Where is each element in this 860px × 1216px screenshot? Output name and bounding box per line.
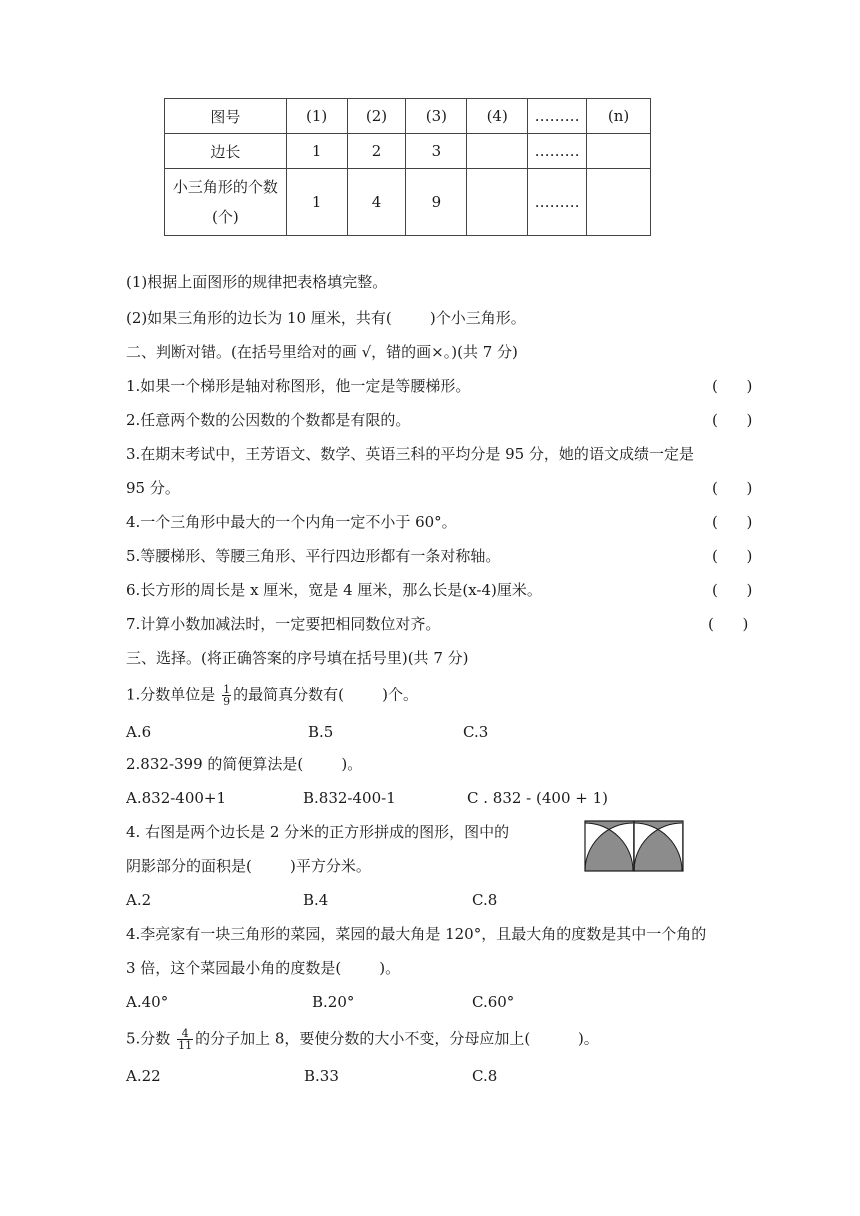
option-b: B.5 [308, 723, 334, 741]
fraction-numerator: 4 [177, 1028, 193, 1040]
q1-suffix: 的最简真分数有( )个。 [233, 685, 418, 704]
answer-paren[interactable]: ( ) [712, 411, 753, 429]
part3-question-4-line2: 3 倍，这个菜园最小角的度数是( )。 [126, 959, 401, 977]
fraction [177, 1028, 193, 1051]
part2-item-3: 3.在期末考试中，王芳语文、数学、英语三科的平均分是 95 分，她的语文成绩一定是 [126, 445, 694, 463]
part3-question-4-line1: 4.李亮家有一块三角形的菜园，菜园的最大角是 120°，且最大角的度数是其中一个角的 [126, 925, 707, 943]
part3-question-3-line1: 4. 右图是两个边长是 2 分米的正方形拼成的图形，图中的 [126, 823, 510, 841]
option-a: A.22 [126, 1067, 161, 1085]
part2-item-5: 5.等腰梯形、等腰三角形、平行四边形都有一条对称轴。 [126, 547, 501, 565]
count-label-line1: 小三角形的个数 [172, 178, 278, 196]
table-cell: (2) [347, 99, 406, 134]
part3-question-3-line2: 阴影部分的面积是( )平方分米。 [126, 857, 371, 875]
option-c: C.3 [463, 723, 489, 741]
table-cell: 1 [286, 134, 347, 169]
table-cell: (3) [406, 99, 467, 134]
table-cell: ……… [528, 134, 587, 169]
table-cell-blank[interactable] [587, 169, 651, 236]
table-row-side [165, 134, 651, 169]
part1-question-2: (2)如果三角形的边长为 10 厘米，共有( )个小三角形。 [126, 309, 526, 327]
table-cell: 1 [286, 169, 347, 236]
answer-paren[interactable]: ( ) [712, 581, 753, 599]
fraction-denominator: 9 [223, 695, 231, 708]
table-cell-blank[interactable] [467, 169, 528, 236]
table-cell: 9 [406, 169, 467, 236]
part2-item-1: 1.如果一个梯形是轴对称图形，他一定是等腰梯形。 [126, 377, 471, 395]
table-cell-blank[interactable] [587, 134, 651, 169]
q5-suffix: 的分子加上 8，要使分数的大小不变，分母应加上( )。 [195, 1029, 599, 1048]
part3-question-2: 2.832-399 的简便算法是( )。 [126, 755, 363, 773]
part2-item-7: 7.计算小数加减法时，一定要把相同数位对齐。 [126, 615, 441, 633]
fraction-numerator: 1 [223, 683, 231, 696]
fraction [222, 684, 231, 707]
table-cell: (4) [467, 99, 528, 134]
part2-item-4: 4.一个三角形中最大的一个内角一定不小于 60°。 [126, 513, 457, 531]
option-c: C.60° [472, 993, 515, 1011]
table-cell: 2 [347, 134, 406, 169]
part1-question-1: (1)根据上面图形的规律把表格填完整。 [126, 273, 388, 291]
option-b: B.20° [312, 993, 355, 1011]
table-cell: 图号 [165, 99, 287, 134]
option-b: B.4 [303, 891, 329, 909]
option-a: A.2 [126, 891, 152, 909]
answer-paren[interactable]: ( ) [712, 513, 753, 531]
table-cell: 3 [406, 134, 467, 169]
part2-item-3-cont: 95 分。 [126, 479, 180, 497]
part3-question-5 [126, 1028, 599, 1051]
option-a: A.6 [126, 723, 152, 741]
table-cell-blank[interactable] [467, 134, 528, 169]
table-cell: 边长 [165, 134, 287, 169]
answer-paren[interactable]: ( ) [712, 479, 753, 497]
pattern-table [164, 98, 651, 236]
table-cell: ……… [528, 99, 587, 134]
table-cell: 4 [347, 169, 406, 236]
table-row-count [165, 169, 651, 236]
option-c: C.8 [472, 1067, 498, 1085]
q5-prefix: 5.分数 [126, 1029, 171, 1048]
part2-title: 二、判断对错。(在括号里给对的画 √，错的画×。)(共 7 分) [126, 343, 518, 361]
answer-paren[interactable]: ( ) [708, 615, 749, 633]
two-squares-shaded-figure [584, 820, 684, 872]
answer-paren[interactable]: ( ) [712, 377, 753, 395]
part2-item-6: 6.长方形的周长是 x 厘米，宽是 4 厘米，那么长是(x-4)厘米。 [126, 581, 542, 599]
option-c: C.8 [472, 891, 498, 909]
option-a: A.832-400+1 [126, 789, 227, 807]
count-label-line2: (个) [211, 208, 239, 226]
option-a: A.40° [126, 993, 169, 1011]
option-b: B.832-400-1 [303, 789, 396, 807]
table-cell: ……… [528, 169, 587, 236]
part2-item-2: 2.任意两个数的公因数的个数都是有限的。 [126, 411, 411, 429]
option-b: B.33 [304, 1067, 339, 1085]
fraction-denominator: 11 [178, 1039, 193, 1052]
table-cell-label [165, 169, 287, 236]
option-c: C . 832 - (400 + 1) [467, 789, 608, 807]
table-cell: (1) [286, 99, 347, 134]
q1-prefix: 1.分数单位是 [126, 685, 216, 704]
table-cell: (n) [587, 99, 651, 134]
part3-title: 三、选择。(将正确答案的序号填在括号里)(共 7 分) [126, 649, 469, 667]
table-row-header [165, 99, 651, 134]
answer-paren[interactable]: ( ) [712, 547, 753, 565]
part3-question-1 [126, 684, 418, 707]
